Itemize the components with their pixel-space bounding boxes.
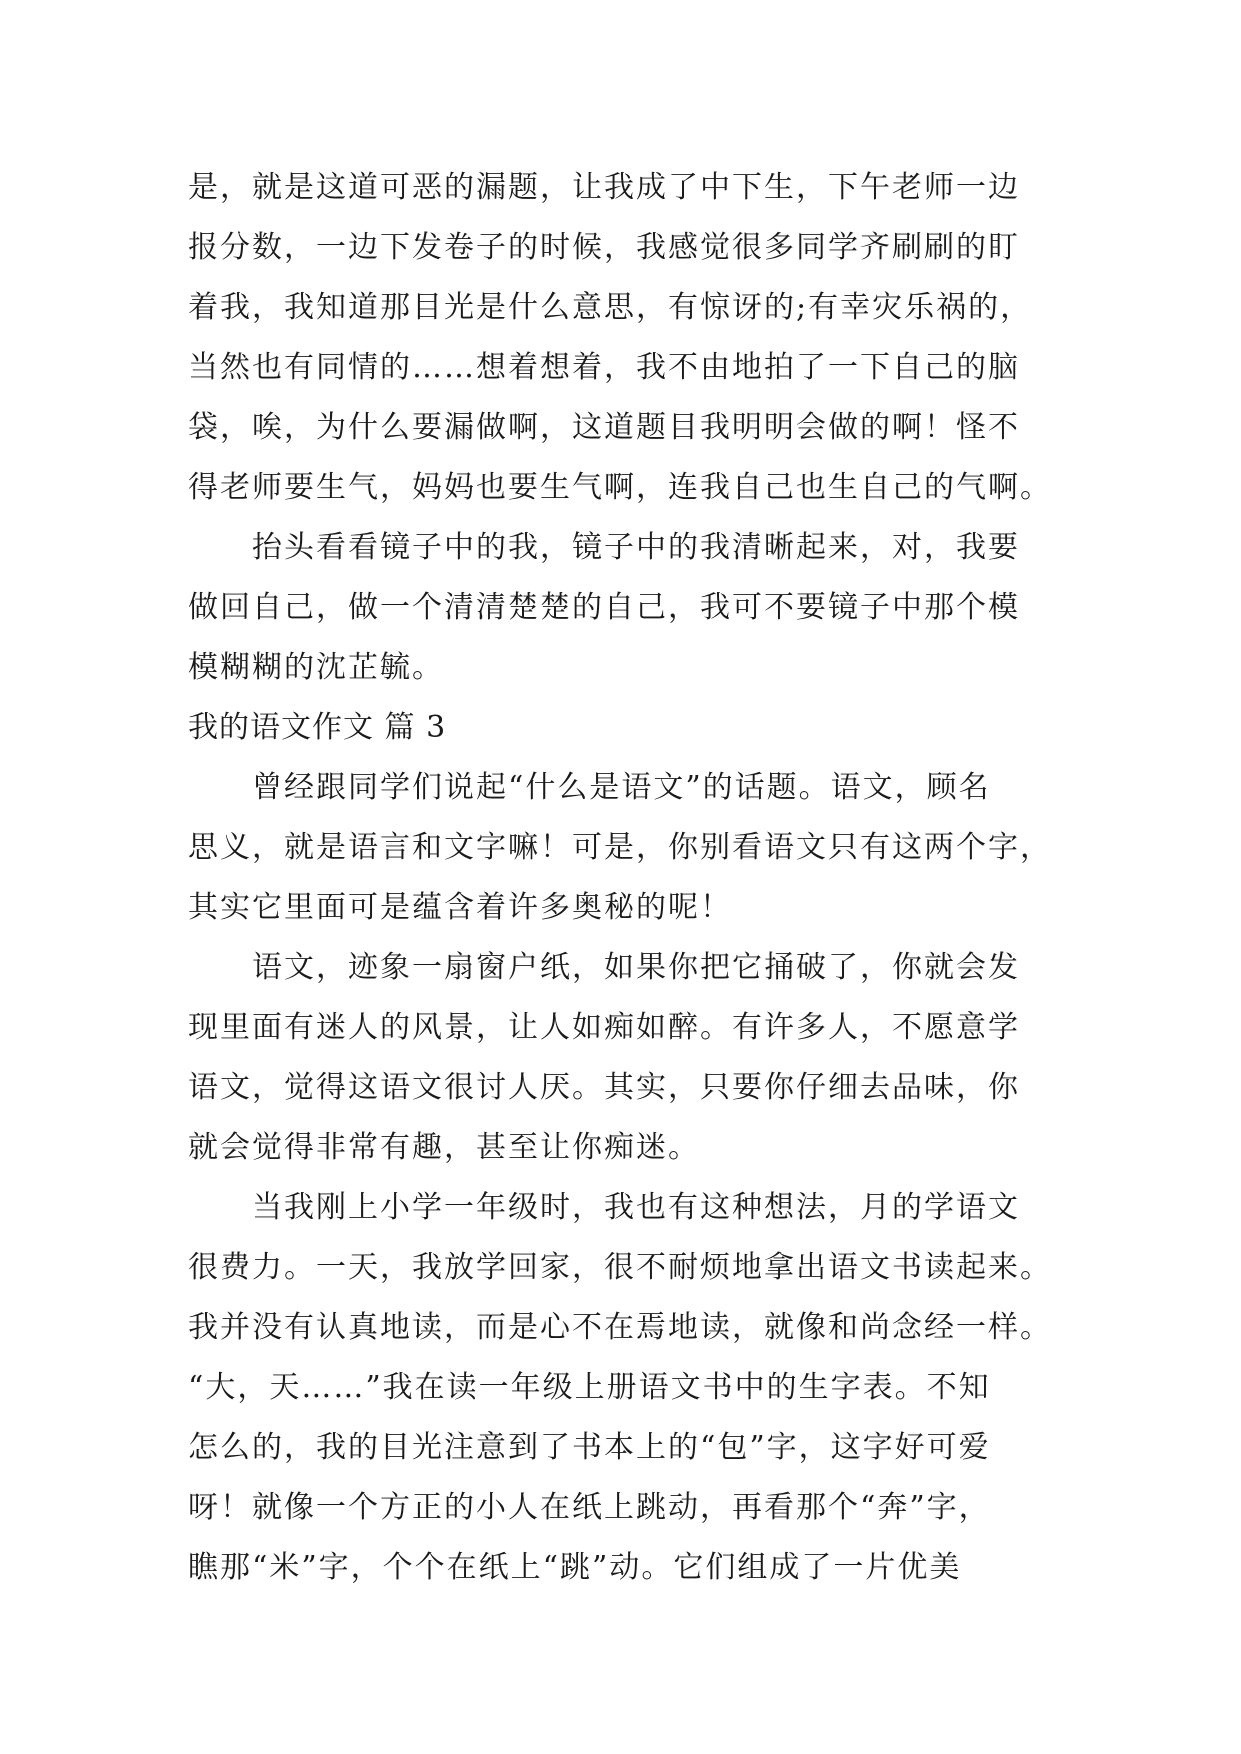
text-line: 现里面有迷人的风景，让人如痴如醉。有许多人，不愿意学: [188, 1010, 1020, 1045]
paragraph-5: [188, 1178, 1058, 1598]
text-line: 曾经跟同学们说起“什么是语文”的话题。语文，顾名: [252, 770, 991, 805]
text-line: 语文，迹象一扇窗户纸，如果你把它捅破了，你就会发: [252, 950, 1020, 985]
paragraph-3: [188, 758, 1058, 938]
text-line: 报分数，一边下发卷子的时候，我感觉很多同学齐刷刷的盯: [188, 230, 1020, 265]
text-line: 瞧那“米”字，个个在纸上“跳”动。它们组成了一片优美: [188, 1550, 962, 1585]
paragraph-2: [188, 518, 1058, 698]
text-line: 思义，就是语言和文字嘛！可是，你别看语文只有这两个字，: [188, 830, 1052, 865]
text-line: 模糊糊的沈芷毓。: [188, 650, 444, 685]
text-line: 着我，我知道那目光是什么意思，有惊讶的;有幸灾乐祸的，: [188, 290, 1033, 325]
text-line: 当然也有同情的……想着想着，我不由地拍了一下自己的脑: [188, 350, 1020, 385]
text-line: 怎么的，我的目光注意到了书本上的“包”字，这字好可爱: [188, 1430, 991, 1465]
paragraph-4: [188, 938, 1058, 1178]
text-line: 其实它里面可是蕴含着许多奥秘的呢！: [188, 890, 732, 925]
text-line: 是，就是这道可恶的漏题，让我成了中下生，下午老师一边: [188, 170, 1020, 205]
text-line: 就会觉得非常有趣，甚至让你痴迷。: [188, 1130, 700, 1165]
text-line: 抬头看看镜子中的我，镜子中的我清晰起来，对，我要: [252, 530, 1020, 565]
text-line: 我并没有认真地读，而是心不在焉地读，就像和尚念经一样。: [188, 1310, 1052, 1345]
section-heading: 我的语文作文 篇 3: [188, 710, 447, 745]
text-line: 做回自己，做一个清清楚楚的自己，我可不要镜子中那个模: [188, 590, 1020, 625]
paragraph-1: [188, 158, 1058, 518]
text-line: 语文，觉得这语文很讨人厌。其实，只要你仔细去品味，你: [188, 1070, 1020, 1105]
text-line: “大，天……”我在读一年级上册语文书中的生字表。不知: [188, 1370, 991, 1405]
text-line: 当我刚上小学一年级时，我也有这种想法，月的学语文: [252, 1190, 1020, 1225]
text-line: 袋，唉，为什么要漏做啊，这道题目我明明会做的啊！怪不: [188, 410, 1020, 445]
text-line: 呀！就像一个方正的小人在纸上跳动，再看那个“奔”字，: [188, 1490, 991, 1525]
text-line: 得老师要生气，妈妈也要生气啊，连我自己也生自己的气啊。: [188, 470, 1052, 505]
essay-body: [188, 158, 1058, 1598]
text-line: 很费力。一天，我放学回家，很不耐烦地拿出语文书读起来。: [188, 1250, 1052, 1285]
